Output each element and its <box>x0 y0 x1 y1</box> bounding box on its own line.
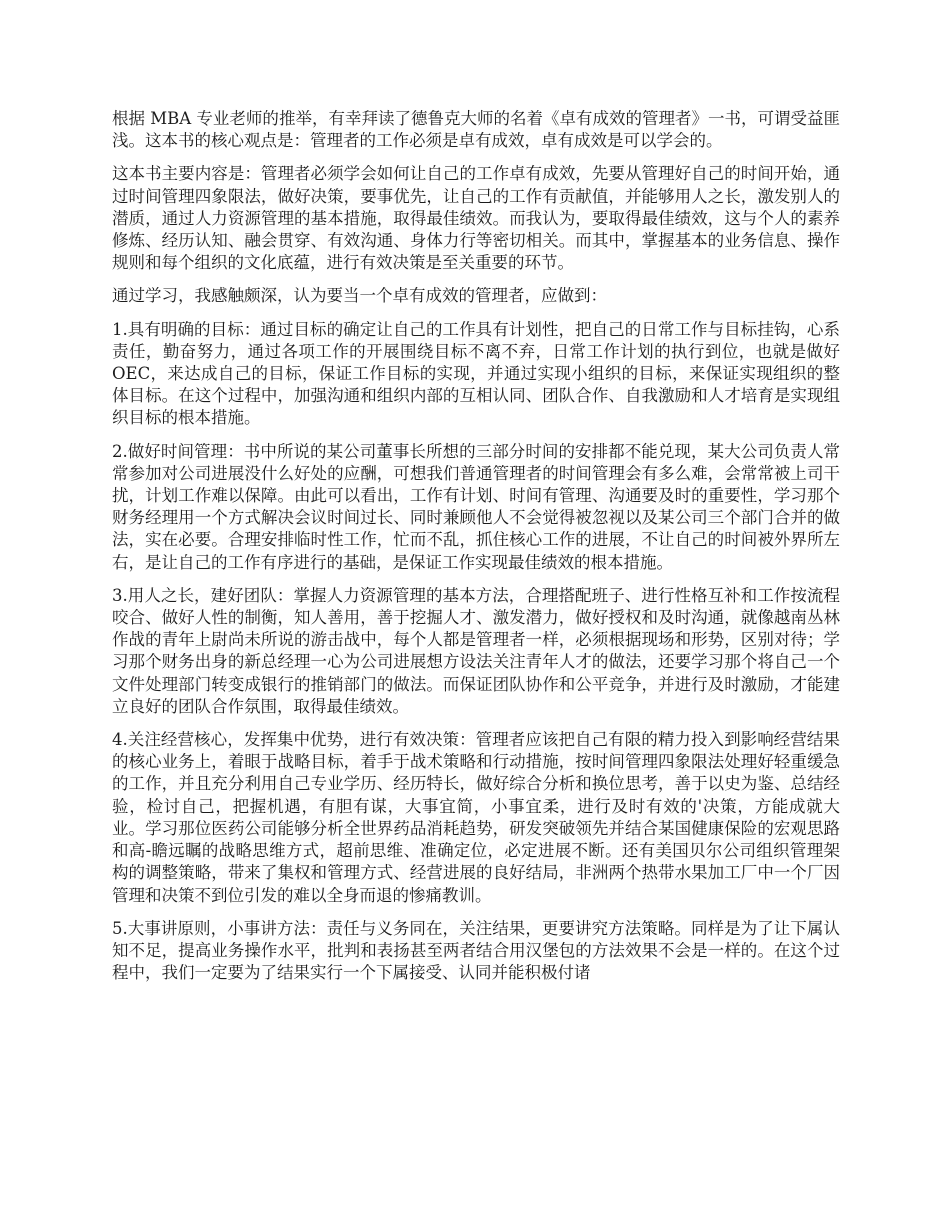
point-3-team-building: 3.用人之长，建好团队：掌握人力资源管理的基本方法，合理搭配班子、进行性格互补和工作按流程咬合、做好人性的制衡，知人善用，善于挖掘人才、激发潜力，做好授权和及时沟通，就像越南丛林作战的青年上尉尚未所说的游击战中，每个人都是管理者一样，必须根据现场和形势，区别对待；学习那个财务出身的新总经理一心为公司进展想方设法关注青年人才的做法，还要学习那个将自己一个文件处理部门转变成银行的推销部门的做法。而保证团队协作和公平竞争，并进行及时激励，才能建立良好的团队合作氛围，取得最佳绩效。 <box>112 585 840 716</box>
document-page <box>112 108 840 995</box>
point-1-clear-goals: 1.具有明确的目标：通过目标的确定让自己的工作具有计划性，把自己的日常工作与目标挂钩，心系责任，勤奋努力，通过各项工作的开展围绕目标不离不弃，日常工作计划的执行到位，也就是做好 OEC，来达成自己的目标，保证工作目标的实现，并通过实现小组织的目标，来保证实现组织的整体目标。在这个过程中，加强沟通和组织内部的互相认同、团队合作、自我激励和人才培育是实现组织目标的根本措施。 <box>112 319 840 428</box>
point-5-principles-and-methods: 5.大事讲原则，小事讲方法：责任与义务同在，关注结果，更要讲究方法策略。同样是为了让下属认知不足，提高业务操作水平，批判和表扬甚至两者结合用汉堡包的方法效果不会是一样的。在这个过程中，我们一定要为了结果实行一个下属接受、认同并能积极付诸 <box>112 918 840 983</box>
main-content-paragraph: 这本书主要内容是：管理者必须学会如何让自己的工作卓有成效，先要从管理好自己的时间开始，通过时间管理四象限法，做好决策，要事优先，让自己的工作有贡献值，并能够用人之长，激发别人的潜质，通过人力资源管理的基本措施，取得最佳绩效。而我认为，要取得最佳绩效，这与个人的素养修炼、经历认知、融会贯穿、有效沟通、身体力行等密切相关。而其中，掌握基本的业务信息、操作规则和每个组织的文化底蕴，进行有效决策是至关重要的环节。 <box>112 164 840 273</box>
point-4-effective-decisions: 4.关注经营核心，发挥集中优势，进行有效决策：管理者应该把自己有限的精力投入到影响经营结果的核心业务上，着眼于战略目标，着手于战术策略和行动措施，按时间管理四象限法处理好轻重缓急的工作，并且充分利用自己专业学历、经历特长，做好综合分析和换位思考，善于以史为鉴、总结经验，检讨自己，把握机遇，有胆有谋，大事宜简，小事宜柔，进行及时有效的'决策，方能成就大业。学习那位医药公司能够分析全世界药品消耗趋势，研发突破领先并结合某国健康保险的宏观思路和高-瞻远瞩的战略思维方式，超前思维、准确定位，必定进展不断。还有美国贝尔公司组织管理架构的调整策略，带来了集权和管理方式、经营进展的良好结局，非洲两个热带水果加工厂中一个厂因管理和决策不到位引发的难以全身而退的惨痛教训。 <box>112 730 840 905</box>
learning-summary-paragraph: 通过学习，我感触颇深，认为要当一个卓有成效的管理者，应做到： <box>112 286 607 306</box>
intro-paragraph: 根据 MBA 专业老师的推举，有幸拜读了德鲁克大师的名着《卓有成效的管理者》一书，可谓受益匪浅。这本书的核心观点是：管理者的工作必须是卓有成效，卓有成效是可以学会的。 <box>112 109 840 151</box>
point-2-time-management: 2.做好时间管理：书中所说的某公司董事长所想的三部分时间的安排都不能兑现，某大公司负责人常常参加对公司进展没什么好处的应酬，可想我们普通管理者的时间管理会有多么难，会常常被上司干扰，计划工作难以保障。由此可以看出，工作有计划、时间有管理、沟通要及时的重要性，学习那个财务经理用一个方式解决会议时间过长、同时兼顾他人不会觉得被忽视以及某公司三个部门合并的做法，实在必要。合理安排临时性工作，忙而不乱，抓住核心工作的进展，不让自己的时间被外界所左右，是让自己的工作有序进行的基础，是保证工作实现最佳绩效的根本措施。 <box>112 441 840 572</box>
